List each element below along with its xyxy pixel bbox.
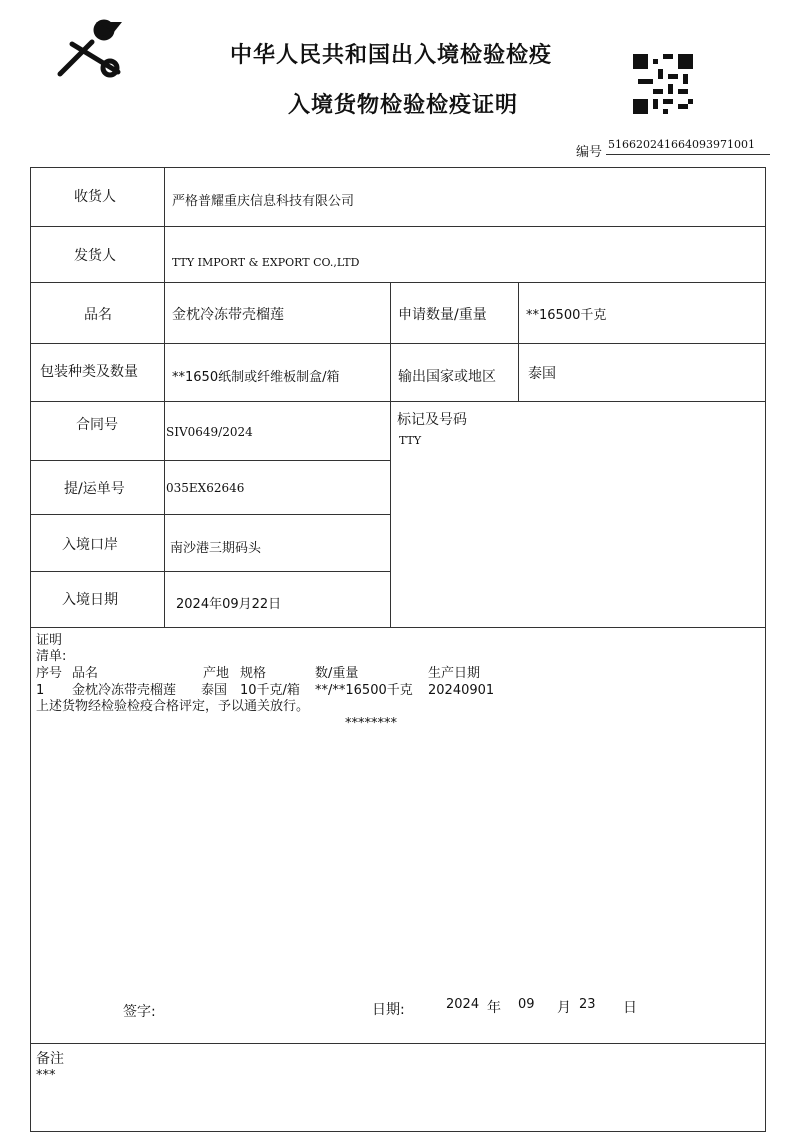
sign-year: 2024 [446, 997, 480, 1012]
col-origin-header: 产地 [203, 666, 230, 681]
col-prod-date-header: 生产日期 [428, 666, 481, 681]
origin-label: 输出国家或地区 [398, 369, 496, 385]
signature-label: 签字: [123, 1004, 156, 1020]
port-label: 入境口岸 [62, 537, 118, 553]
consignor-label: 发货人 [74, 248, 116, 264]
bl-value: 035EX62646 [166, 481, 245, 495]
col-name-header: 品名 [72, 666, 99, 681]
port-value: 南沙港三期码头 [170, 541, 262, 556]
packing-value: **1650纸制或纤维板制盒/箱 [172, 370, 340, 385]
quantity-value: **16500千克 [526, 308, 607, 323]
product-label: 品名 [84, 307, 112, 323]
col-qty-header: 数/重量 [315, 666, 359, 681]
row-qty: **/**16500千克 [315, 683, 413, 698]
sign-year-unit: 年 [487, 1000, 501, 1016]
sign-month: 09 [518, 997, 535, 1012]
remarks-label: 备注 [36, 1051, 64, 1067]
packing-label: 包装种类及数量 [40, 364, 138, 380]
qr-code [633, 54, 693, 114]
row-no: 1 [36, 683, 45, 698]
consignee-label: 收货人 [74, 189, 116, 205]
product-value: 金枕冷冻带壳榴莲 [172, 307, 284, 323]
certificate-stars: ******** [345, 716, 397, 731]
bl-label: 提/运单号 [64, 481, 125, 497]
certificate-heading: 证明 [36, 633, 63, 648]
col-no-header: 序号 [36, 666, 63, 681]
sign-day-unit: 日 [623, 1000, 637, 1016]
number-value: 516620241664093971001 [608, 138, 755, 151]
contract-value: SIV0649/2024 [166, 425, 253, 439]
row-name: 金枕冷冻带壳榴莲 [72, 683, 177, 698]
marks-label: 标记及号码 [397, 412, 467, 428]
number-label: 编号 [576, 145, 603, 160]
entry-date-value: 2024年09月22日 [176, 597, 282, 612]
contract-label: 合同号 [76, 417, 118, 433]
col-spec-header: 规格 [240, 666, 267, 681]
inspection-emblem-logo [52, 16, 132, 82]
goods-list-label: 清单: [36, 649, 67, 664]
quantity-label: 申请数量/重量 [398, 307, 487, 323]
row-spec: 10千克/箱 [240, 683, 300, 698]
consignee-value: 严格普耀重庆信息科技有限公司 [172, 194, 355, 209]
origin-value: 泰国 [528, 366, 556, 382]
remarks-value: *** [36, 1068, 56, 1083]
sign-day: 23 [579, 997, 596, 1012]
row-prod-date: 20240901 [428, 683, 495, 698]
row-origin: 泰国 [201, 683, 228, 698]
marks-value: TTY [399, 434, 422, 447]
entry-date-label: 入境日期 [62, 592, 118, 608]
title-line-2: 入境货物检验检疫证明 [288, 93, 519, 118]
sign-month-unit: 月 [557, 1000, 571, 1016]
title-line-1: 中华人民共和国出入境检验检疫 [230, 43, 553, 68]
certificate-statement: 上述货物经检验检疫合格评定，予以通关放行。 [36, 699, 310, 714]
consignor-value: TTY IMPORT & EXPORT CO.,LTD [172, 256, 360, 269]
sign-date-label: 日期: [372, 1002, 405, 1018]
